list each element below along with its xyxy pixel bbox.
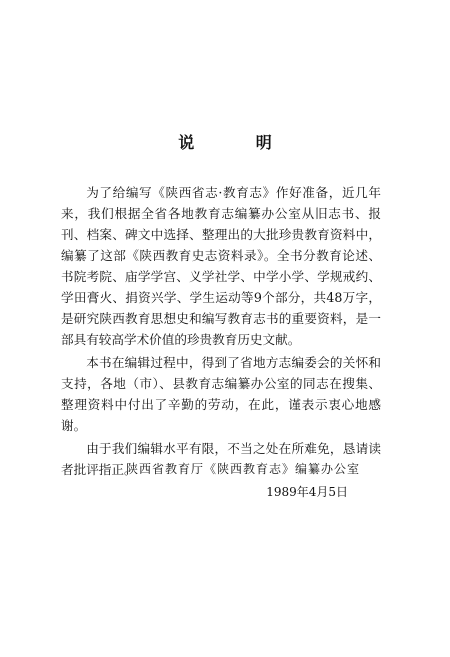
paragraph-intro: 为了给编写《陕西省志·教育志》作好准备，近几年来，我们根据全省各地教育志编纂办公室从旧志书、报刊、档案、碑文中选择、整理出的大批珍贵教育资料中，编纂了这部《陕西教育史志资料录》。全书分教育论述、书院考院、庙学学宫、义学社学、中学小学、学规戒约、学田膏火、捐资兴学、学生运动等9个部分，共48万字，是研究陕西教育思想史和编写教育志书的重要资料，是一部具有较高学术价值的珍贵教育历史文献。 xyxy=(61,185,381,347)
page-title: 说 明 xyxy=(178,133,300,152)
body-text xyxy=(61,182,381,482)
paragraph-acknowledgement: 本书在编辑过程中，得到了省地方志编委会的关怀和支持，各地（市）、县教育志编纂办公室的同志在搜集、整理资料中付出了辛勤的劳动，在此，谨表示衷心地感谢。 xyxy=(61,355,381,433)
signature: 陕西省教育厅《陕西教育志》编纂办公室 xyxy=(125,462,360,476)
date: 1989年4月5日 xyxy=(266,485,348,499)
paragraph-apology: 由于我们编辑水平有限，不当之处在所难免，恳请读者批评指正。 xyxy=(61,441,381,477)
